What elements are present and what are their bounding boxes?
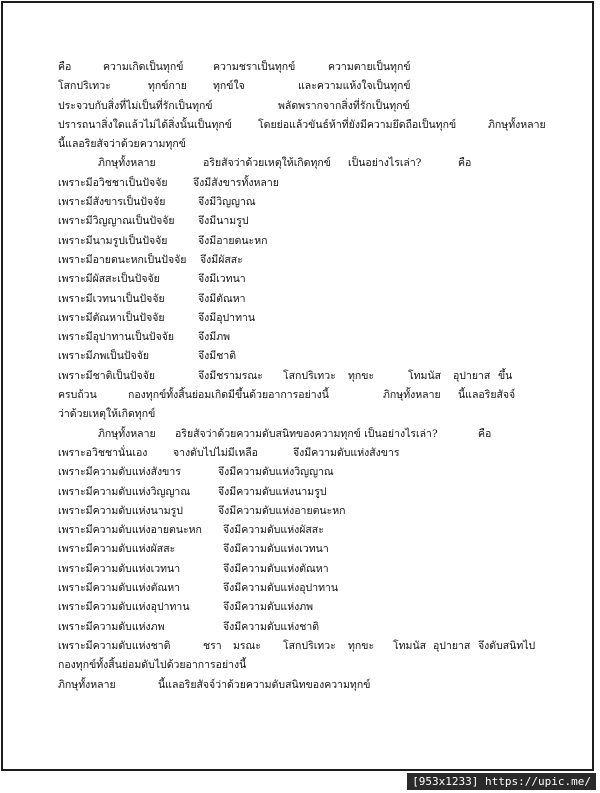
- text-segment: ทุกขะ: [348, 369, 375, 382]
- text-line: [58, 425, 558, 444]
- text-segment: จึงมีผัสสะ: [200, 253, 243, 266]
- text-segment: จึงมีวิญญาณ: [198, 196, 256, 209]
- text-segment: เพราะมีสังขารเป็นปัจจัย: [58, 196, 166, 209]
- text-line: [58, 270, 558, 289]
- text-line: [58, 154, 558, 173]
- text-segment: จึงมีความดับแห่งตัณหา: [223, 562, 329, 575]
- text-segment: จึงมีชาติ: [198, 350, 237, 363]
- text-segment: เพราะมีอวิชชาเป็นปัจจัย: [58, 176, 168, 189]
- text-segment: เพราะมีความดับแห่งตัณหา: [58, 582, 181, 595]
- text-segment: เป็นอย่างไรเล่า?: [348, 157, 422, 170]
- text-line: [58, 444, 558, 463]
- text-segment: จึงมีความดับแห่งอายตนะหก: [218, 504, 346, 517]
- text-line: [58, 676, 558, 695]
- text-segment: กองทุกข์ทั้งสิ้นย่อมเกิดมีขึ้นด้วยอาการอย่างนี้: [128, 389, 329, 402]
- text-segment: เพราะมีภพเป็นปัจจัย: [58, 350, 150, 363]
- text-line: [58, 637, 558, 656]
- text-segment: จึงมีความดับแห่งภพ: [223, 601, 314, 614]
- text-line: [58, 97, 558, 116]
- text-segment: เพราะมีความดับแห่งภพ: [58, 620, 165, 633]
- text-segment: เพราะมีความดับแห่งนามรูป: [58, 504, 183, 517]
- text-segment: เพราะมีวิญญาณเป็นปัจจัย: [58, 215, 175, 228]
- text-segment: ขึ้น: [498, 369, 513, 382]
- text-segment: จึงมีสังขารทั้งหลาย: [193, 176, 279, 189]
- text-segment: นี้แลอริยสัจว่าด้วยความทุกข์: [58, 138, 186, 151]
- text-line: [58, 656, 558, 675]
- text-segment: จึงมีอุปาทาน: [198, 311, 256, 324]
- text-segment: โสกปริเทวะ: [283, 639, 336, 652]
- text-segment: จึงมีชรามรณะ: [198, 369, 263, 382]
- text-segment: โสกปริเทวะ: [283, 369, 336, 382]
- text-segment: ครบถ้วน: [58, 389, 97, 402]
- document-body: [58, 58, 558, 695]
- text-segment: จึงมีความดับแห่งวิญญาณ: [218, 466, 334, 479]
- text-segment: เพราะมีอายตนะหกเป็นปัจจัย: [58, 253, 187, 266]
- text-line: [58, 483, 558, 502]
- text-segment: กองทุกข์ทั้งสิ้นย่อมดับไปด้วยอาการอย่างนี้: [58, 659, 247, 672]
- text-line: [58, 618, 558, 637]
- text-segment: จึงดับสนิทไป: [478, 639, 536, 652]
- text-segment: โทมนัส: [408, 369, 442, 382]
- text-line: [58, 367, 558, 386]
- text-line: [58, 212, 558, 231]
- text-segment: จึงมีภพ: [198, 331, 231, 344]
- text-segment: พลัดพรากจากสิ่งที่รักเป็นทุกข์: [278, 99, 410, 112]
- text-segment: ว่าด้วยเหตุให้เกิดทุกข์: [58, 408, 156, 421]
- text-line: [58, 463, 558, 482]
- text-segment: เพราะมีความดับแห่งเวทนา: [58, 562, 181, 575]
- text-segment: โสกปริเทวะ: [58, 80, 111, 93]
- text-segment: จึงมีความดับแห่งสังขาร: [293, 446, 400, 459]
- text-segment: คือ: [458, 157, 472, 170]
- text-segment: ชรา: [203, 639, 222, 652]
- text-line: [58, 58, 558, 77]
- text-segment: จึงมีความดับแห่งชาติ: [223, 620, 320, 633]
- text-segment: เพราะมีเวทนาเป็นปัจจัย: [58, 292, 165, 305]
- text-segment: ภิกษุทั้งหลาย: [98, 427, 156, 440]
- text-line: [58, 560, 558, 579]
- text-line: [58, 328, 558, 347]
- text-line: [58, 502, 558, 521]
- text-line: [58, 290, 558, 309]
- text-segment: และความแห้งใจเป็นทุกข์: [298, 80, 411, 93]
- text-line: [58, 232, 558, 251]
- text-line: [58, 116, 558, 135]
- text-segment: เพราะมีนามรูปเป็นปัจจัย: [58, 234, 168, 247]
- text-line: [58, 540, 558, 559]
- text-segment: ภิกษุทั้งหลาย: [488, 118, 546, 131]
- text-segment: จึงมีอายตนะหก: [198, 234, 268, 247]
- text-segment: เพราะอวิชชานั่นเอง: [58, 446, 148, 459]
- text-segment: มรณะ: [233, 639, 261, 652]
- text-line: [58, 347, 558, 366]
- text-segment: ทุกข์ใจ: [213, 80, 245, 93]
- text-segment: เพราะมีความดับแห่งวิญญาณ: [58, 485, 191, 498]
- text-line: [58, 309, 558, 328]
- text-line: [58, 521, 558, 540]
- text-segment: คือ: [478, 427, 492, 440]
- text-segment: เพราะมีผัสสะเป็นปัจจัย: [58, 273, 160, 286]
- text-segment: ปรารถนาสิ่งใดแล้วไม่ได้สิ่งนั้นเป็นทุกข์: [58, 118, 232, 131]
- text-segment: อริยสัจว่าด้วยเหตุให้เกิดทุกข์: [203, 157, 331, 170]
- image-host-watermark: [953x1233] https://upic.me/: [407, 773, 596, 790]
- text-segment: นี้แลอริยสัจจ์ว่าด้วยความดับสนิทของความทุกข์: [158, 678, 371, 691]
- text-segment: โทมนัส: [393, 639, 427, 652]
- text-line: [58, 405, 558, 424]
- text-segment: อริยสัจว่าด้วยความดับสนิทของความทุกข์ เป็นอย่างไรเล่า?: [175, 427, 438, 440]
- text-segment: เพราะมีความดับแห่งผัสสะ: [58, 543, 176, 556]
- text-segment: ทุกข์กาย: [148, 80, 187, 93]
- text-segment: จึงมีความดับแห่งอุปาทาน: [223, 582, 339, 595]
- text-segment: จึงมีนามรูป: [198, 215, 249, 228]
- text-line: [58, 386, 558, 405]
- text-segment: เพราะมีความดับแห่งชาติ: [58, 639, 171, 652]
- text-line: [58, 193, 558, 212]
- text-line: [58, 598, 558, 617]
- text-segment: เพราะมีอุปาทานเป็นปัจจัย: [58, 331, 175, 344]
- text-line: [58, 135, 558, 154]
- text-segment: ความชราเป็นทุกข์: [213, 61, 296, 73]
- text-line: [58, 77, 558, 96]
- text-segment: จึงมีความดับแห่งนามรูป: [218, 485, 327, 498]
- text-segment: อุปายาส: [433, 639, 471, 652]
- text-segment: เพราะมีความดับแห่งสังขาร: [58, 466, 181, 479]
- text-segment: โดยย่อแล้วขันธ์ห้าที่ยังมีความยึดถือเป็นทุกข์: [258, 118, 457, 131]
- text-segment: จึงมีตัณหา: [198, 292, 246, 305]
- text-segment: ประจวบกับสิ่งที่ไม่เป็นที่รักเป็นทุกข์: [58, 99, 213, 112]
- text-segment: เพราะมีความดับแห่งอายตนะหก: [58, 524, 202, 537]
- text-segment: ทุกขะ: [348, 639, 375, 652]
- text-segment: จึงมีความดับแห่งเวทนา: [223, 543, 329, 556]
- text-segment: จึงมีเวทนา: [198, 273, 246, 286]
- text-segment: ความเกิดเป็นทุกข์: [103, 61, 184, 73]
- text-segment: อุปายาส: [453, 369, 491, 382]
- text-line: [58, 174, 558, 193]
- text-segment: เพราะมีชาติเป็นปัจจัย: [58, 369, 156, 382]
- text-segment: เพราะมีตัณหาเป็นปัจจัย: [58, 311, 165, 324]
- text-segment: จึงมีความดับแห่งผัสสะ: [223, 524, 324, 537]
- text-segment: เพราะมีความดับแห่งอุปาทาน: [58, 601, 190, 614]
- text-segment: ภิกษุทั้งหลาย: [58, 678, 116, 691]
- text-segment: นี้แลอริยสัจจ์: [458, 389, 516, 402]
- footer-bar: [0, 771, 600, 793]
- text-segment: ภิกษุทั้งหลาย: [98, 157, 156, 170]
- text-segment: ภิกษุทั้งหลาย: [383, 389, 441, 402]
- text-line: [58, 251, 558, 270]
- text-line: [58, 579, 558, 598]
- text-segment: คือ: [58, 61, 72, 73]
- text-segment: จางดับไปไม่มีเหลือ: [173, 446, 258, 459]
- text-segment: ความตายเป็นทุกข์: [328, 61, 411, 73]
